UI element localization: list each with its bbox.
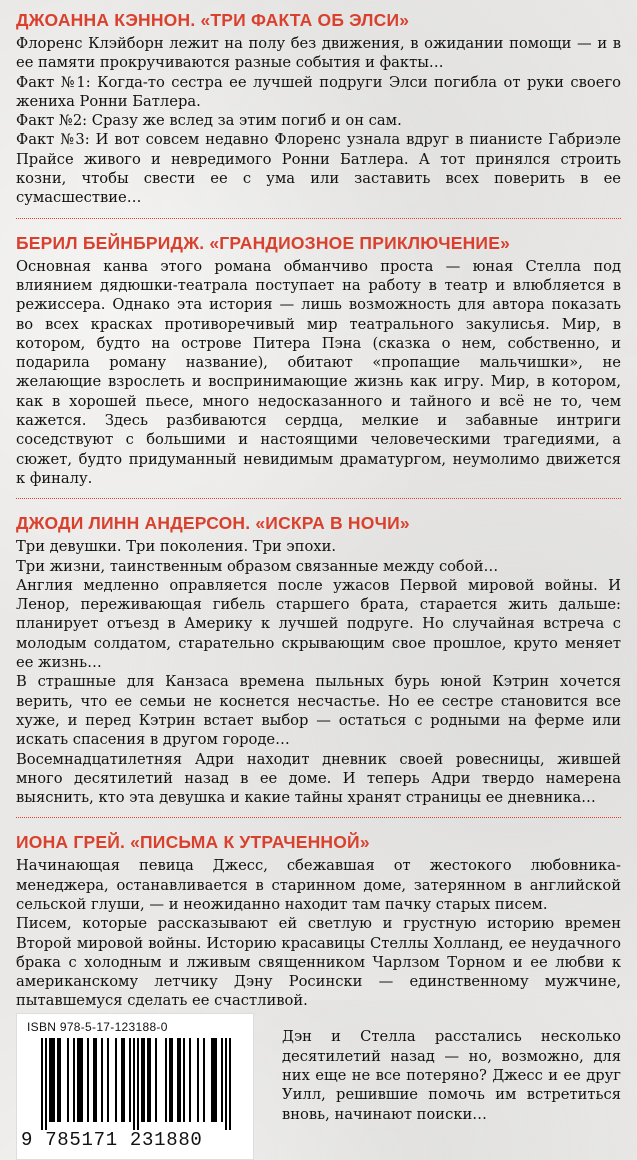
barcode-bar — [79, 1038, 81, 1122]
isbn-label: ISBN 978-5-17-123188-0 — [27, 1019, 168, 1034]
section-paragraph: Основная канва этого романа обманчиво проста — юная Стелла под влиянием дядюшки-театрала поступает на работу в театр и влюбляется в режиссера. Однако эта история — лишь возможность для автора показать во всех красках противоречивый мир театрального закулисья. Мир, в котором, будто на острове Питера Пэна (сказка о нем, собственно, и подарила роману название), обитают «пропащие мальчишки», не желающие взрослеть и воспринимающие жизнь как игру. Мир, в котором, как в хорошей пьесе, много недосказанного и тайного и всё не то, чем кажется. Здесь разбиваются сердца, мелкие и забавные интриги соседствуют с большими и настоящими человеческими трагедиями, а сюжет, будто придуманный невидимым драматургом, неумолимо движется к финалу. — [16, 257, 621, 487]
barcode-bar — [171, 1038, 173, 1122]
section-heading: ИОНА ГРЕЙ. «ПИСЬМА К УТРАЧЕННОЙ» — [16, 832, 370, 853]
section-paragraph: Факт №3: И вот совсем недавно Флоренс узнала вдруг в пианисте Габриэле Прайсе живого и невредимого Ронни Батлера. А тот принялся строить козни, чтобы свести ее с ума или заставить всех поверить в ее сумасшествие… — [16, 131, 621, 207]
barcode-bar — [215, 1038, 217, 1122]
section-heading: БЕРИЛ БЕЙНБРИДЖ. «ГРАНДИОЗНОЕ ПРИКЛЮЧЕНИЕ» — [16, 232, 511, 253]
book-section-3 — [16, 511, 621, 807]
section-paragraph: Писем, которые рассказывают ей светлую и грустную историю времен Второй мировой войны. Историю красавицы Стеллы Холланд, ее неудачного брака с холодным и лживым священником Чарлзом Торном и ее любви к американскому летчику Дэну Росински — единственному мужчине, пытавшемуся сделать ее счастливой. — [16, 915, 621, 1010]
barcode-bar — [169, 1038, 171, 1122]
section-paragraph: Факт №1: Когда-то сестра ее лучшей подруги Элси погибла от руки своего жениха Ронни Батлера. — [16, 73, 621, 110]
barcode-bar — [77, 1038, 79, 1122]
section-paragraph: Начинающая певица Джесс, сбежавшая от жестокого любовника-менеджера, останавливается в старинном доме, затерянном в английской сельской глуши, — и неожиданно находит там пачку старых писем. — [16, 857, 621, 913]
barcode-bar — [221, 1038, 223, 1122]
barcode-bar — [123, 1038, 125, 1122]
isbn-barcode — [16, 1013, 254, 1160]
barcode-bar — [143, 1038, 145, 1122]
barcode-bar — [121, 1038, 123, 1122]
barcode-bar — [101, 1038, 103, 1122]
barcode-bar — [41, 1038, 43, 1130]
barcode-bar — [203, 1038, 205, 1122]
barcode-bar — [129, 1038, 131, 1122]
barcode-bar — [211, 1038, 213, 1122]
barcode-bar — [213, 1038, 215, 1122]
section-paragraph: Дэн и Стелла расстались несколько десятилетий назад — но, возможно, для них еще не все потеряно? Джесс и ее друг Уилл, решившие помочь им встретиться вновь, начинают поиски… — [282, 1028, 621, 1123]
section-divider — [16, 498, 621, 499]
barcode-bar — [137, 1038, 139, 1130]
barcode-bar — [141, 1038, 143, 1122]
final-block — [16, 1013, 621, 1151]
section-heading: ДЖОАННА КЭННОН. «ТРИ ФАКТА ОБ ЭЛСИ» — [16, 10, 410, 30]
barcode-bar — [147, 1038, 149, 1122]
barcode-bar — [67, 1038, 69, 1122]
section-paragraph: Три девушки. Три поколения. Три эпохи. — [16, 538, 337, 556]
section-paragraph: Флоренс Клэйборн лежит на полу без движения, в ожидании помощи — и в ее памяти прокручиваются разные события и факты… — [16, 35, 621, 72]
barcode-bar — [93, 1038, 95, 1122]
book-section-1 — [16, 8, 621, 208]
barcode-bar — [95, 1038, 97, 1122]
barcode-bar — [107, 1038, 109, 1122]
barcode-bar — [149, 1038, 151, 1122]
barcode-bar — [81, 1038, 83, 1122]
barcode-bar — [45, 1038, 47, 1130]
section-paragraph: Три жизни, таинственным образом связанные между собой… — [16, 557, 499, 575]
section-paragraph: Восемнадцатилетняя Адри находит дневник своей ровесницы, жившей много десятилетий назад в ее доме. И теперь Адри твердо намерена выяснить, кто эта девушка и какие тайны хранят страницы ее дневника… — [16, 750, 621, 807]
barcode-bar — [57, 1038, 59, 1122]
barcode-bar — [179, 1038, 181, 1122]
barcode-bar — [53, 1038, 55, 1122]
barcode-bar — [49, 1038, 51, 1122]
barcode-bar — [229, 1038, 231, 1130]
barcode-digits: 9 785171 231880 — [21, 1128, 203, 1151]
barcode-bar — [59, 1038, 61, 1122]
section-paragraph: Англия медленно оправляется после ужасов Первой мировой войны. И Ленор, переживающая гибель старшего брата, старается жить дальше: планирует отъезд в Америку к лучшей подруге. Но случайная встреча с молодым солдатом, старательно скрывающим свое прошлое, круто меняет ее жизнь… — [16, 576, 621, 672]
section-divider — [16, 218, 621, 219]
barcode-bar — [197, 1038, 199, 1122]
barcode-bar — [73, 1038, 75, 1122]
barcode-bar — [51, 1038, 53, 1122]
book-section-2 — [16, 231, 621, 489]
section-heading: ДЖОДИ ЛИНН АНДЕРСОН. «ИСКРА В НОЧИ» — [16, 513, 410, 534]
barcode-bar — [155, 1038, 157, 1122]
barcode-bars — [31, 1038, 241, 1130]
barcode-bar — [115, 1038, 117, 1122]
barcode-bar — [225, 1038, 227, 1130]
barcode-bar — [165, 1038, 167, 1122]
section-divider — [16, 817, 621, 818]
barcode-bar — [183, 1038, 185, 1122]
section-paragraph: Факт №2: Сразу же вслед за этим погиб и он сам. — [16, 112, 402, 130]
barcode-bar — [133, 1038, 135, 1130]
back-cover — [16, 8, 621, 1151]
barcode-bar — [189, 1038, 191, 1122]
book-section-4 — [16, 830, 621, 1151]
section-paragraph: В страшные для Канзаса времена пыльных бурь юной Кэтрин хочется верить, что ее семьи не коснется несчастье. Но ее сестре становится все хуже, и перед Кэтрин встает выбор — остаться с родными на ферме или искать спасения в другом городе… — [16, 673, 621, 749]
barcode-bar — [87, 1038, 89, 1122]
barcode-bar — [177, 1038, 179, 1122]
